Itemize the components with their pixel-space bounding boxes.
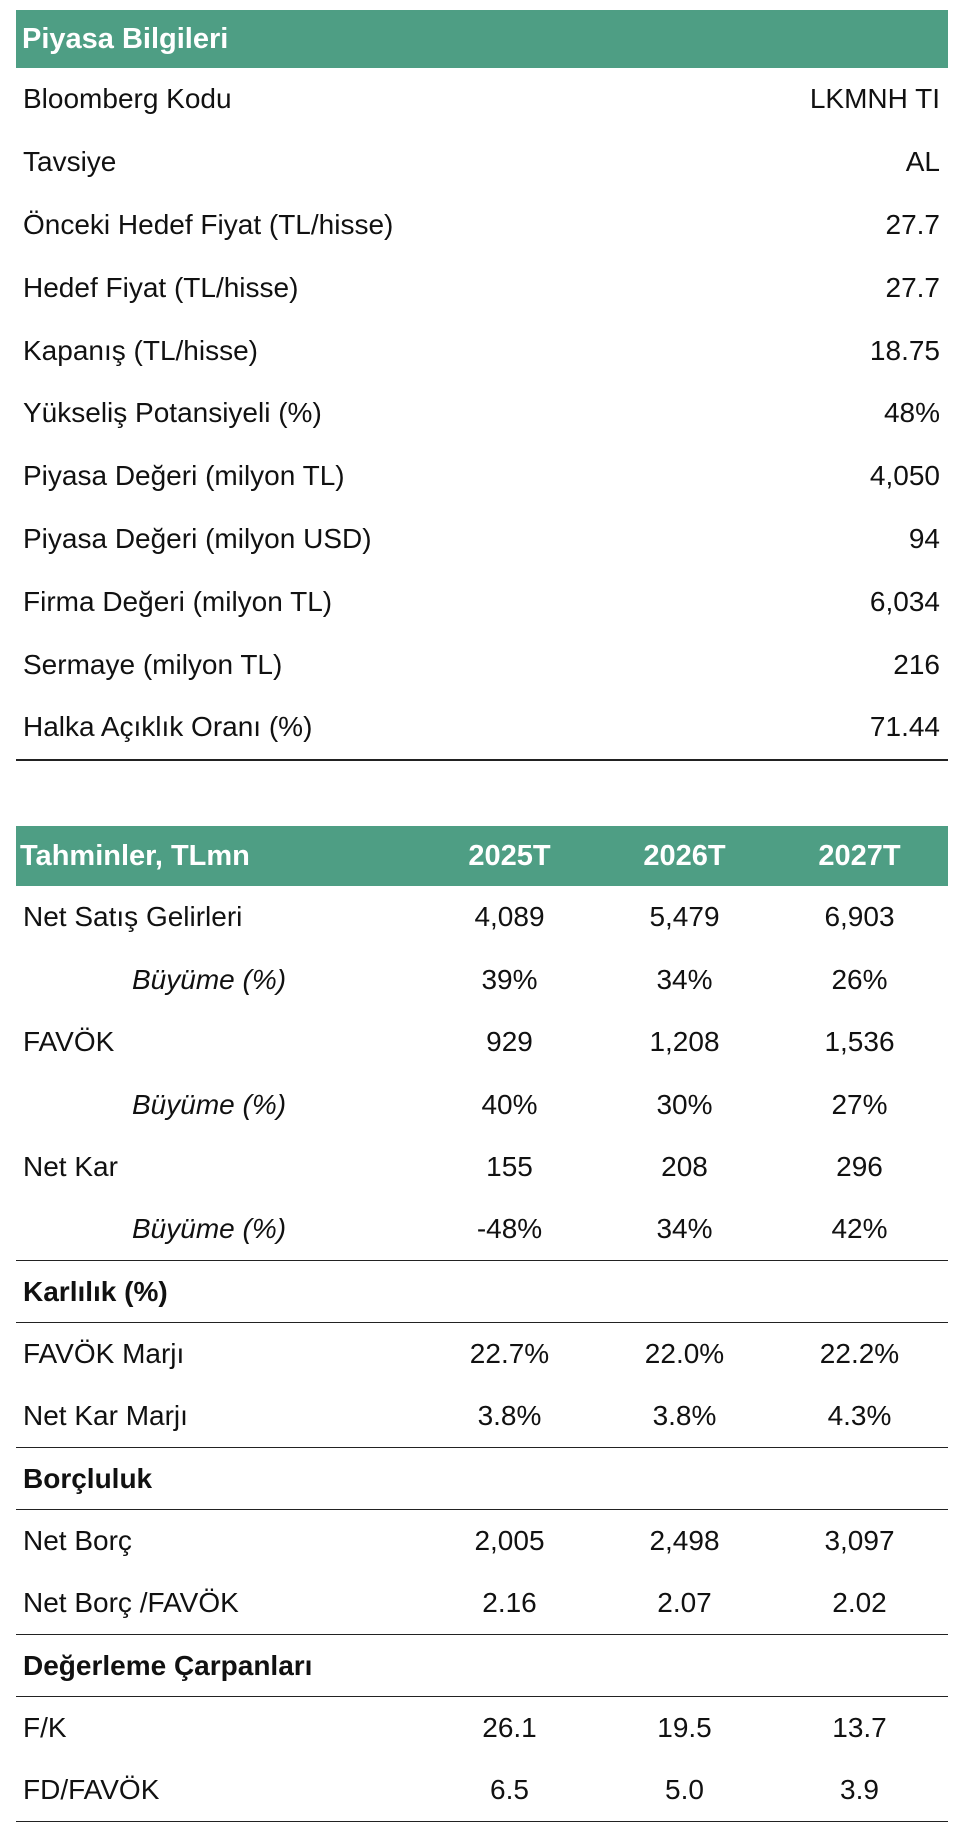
cell-value: 3.8%	[477, 1400, 542, 1432]
market-row	[16, 319, 948, 382]
row-label: Net Kar	[23, 1151, 118, 1183]
market-row-value: 48%	[883, 397, 940, 429]
table-row	[16, 1199, 948, 1262]
table-row	[16, 1386, 948, 1449]
row-label: FAVÖK Marjı	[23, 1338, 185, 1370]
market-row	[16, 131, 948, 194]
table-row	[16, 1011, 948, 1074]
cell-value: 39%	[481, 963, 538, 995]
cell-value: 2.02	[832, 1587, 887, 1619]
cell-value: 155	[486, 1151, 533, 1183]
cell-value: 4.3%	[827, 1400, 892, 1432]
market-row	[16, 508, 948, 571]
cell-value: 26%	[831, 963, 888, 995]
table-row	[16, 886, 948, 949]
market-row-value: AL	[905, 146, 940, 178]
cell-value: 2.07	[657, 1587, 712, 1619]
market-row	[16, 68, 948, 131]
row-label: FAVÖK	[23, 1026, 115, 1058]
section-title-debt: Borçluluk	[16, 1448, 948, 1510]
cell-value: 19.5	[657, 1712, 712, 1744]
market-row	[16, 445, 948, 508]
cell-value: 22.2%	[819, 1338, 900, 1370]
cell-value: 6,903	[824, 901, 895, 933]
forecast-header	[16, 826, 948, 886]
section-title-profitability: Karlılık (%)	[16, 1261, 948, 1323]
table-row	[16, 1074, 948, 1137]
row-label: FD/FAVÖK	[23, 1774, 160, 1806]
table-row	[16, 1136, 948, 1199]
forecast-header-label: Tahminler, TLmn	[20, 839, 250, 872]
row-label: Büyüme (%)	[132, 1213, 287, 1245]
cell-value: 34%	[656, 963, 713, 995]
cell-value: 22.0%	[644, 1338, 725, 1370]
market-row-label: Piyasa Değeri (milyon TL)	[23, 460, 345, 492]
market-info-table	[16, 10, 948, 761]
market-row	[16, 696, 948, 759]
table-row	[16, 1760, 948, 1823]
market-row	[16, 256, 948, 319]
market-row-label: Tavsiye	[23, 146, 117, 178]
cell-value: 22.7%	[469, 1338, 550, 1370]
market-info-header: Piyasa Bilgileri	[16, 10, 948, 68]
market-row-value: LKMNH TI	[809, 83, 940, 115]
cell-value: 5.0	[665, 1774, 704, 1806]
cell-value: -48%	[476, 1213, 543, 1245]
cell-value: 929	[486, 1026, 533, 1058]
cell-value: 1,208	[649, 1026, 720, 1058]
market-row-label: Önceki Hedef Fiyat (TL/hisse)	[23, 208, 394, 240]
cell-value: 13.7	[832, 1712, 887, 1744]
market-row-label: Firma Değeri (milyon TL)	[23, 585, 333, 617]
market-row	[16, 382, 948, 445]
cell-value: 296	[836, 1151, 883, 1183]
table-row	[16, 1697, 948, 1760]
market-row	[16, 570, 948, 633]
market-row	[16, 633, 948, 696]
cell-value: 27%	[831, 1088, 888, 1120]
row-label: F/K	[23, 1712, 67, 1744]
market-row-label: Halka Açıklık Oranı (%)	[23, 711, 313, 743]
market-row	[16, 194, 948, 257]
table-row	[16, 1323, 948, 1386]
cell-value: 30%	[656, 1088, 713, 1120]
cell-value: 3.8%	[652, 1400, 717, 1432]
cell-value: 26.1	[482, 1712, 537, 1744]
table-bottom-rule	[16, 759, 948, 761]
row-label: Net Borç	[23, 1525, 132, 1557]
table-row	[16, 1573, 948, 1636]
cell-value: 208	[661, 1151, 708, 1183]
market-row-value: 27.7	[885, 271, 940, 303]
table-row	[16, 1510, 948, 1573]
cell-value: 3.9	[840, 1774, 879, 1806]
forecast-header-year: 2027T	[818, 839, 901, 872]
row-label: Net Kar Marjı	[23, 1400, 188, 1432]
row-label: Büyüme (%)	[132, 1088, 287, 1120]
market-row-label: Kapanış (TL/hisse)	[23, 334, 258, 366]
market-row-value: 27.7	[885, 208, 940, 240]
market-row-value: 71.44	[869, 711, 940, 743]
market-row-value: 216	[893, 648, 940, 680]
market-row-value: 94	[908, 522, 940, 554]
cell-value: 5,479	[649, 901, 720, 933]
market-row-value: 4,050	[869, 460, 940, 492]
forecast-table	[16, 826, 948, 1822]
cell-value: 2.16	[482, 1587, 537, 1619]
cell-value: 40%	[481, 1088, 538, 1120]
cell-value: 2,005	[474, 1525, 545, 1557]
row-label: Büyüme (%)	[132, 963, 287, 995]
cell-value: 1,536	[824, 1026, 895, 1058]
market-row-label: Yükseliş Potansiyeli (%)	[23, 397, 322, 429]
row-label: Net Borç /FAVÖK	[23, 1587, 239, 1619]
row-label: Net Satış Gelirleri	[23, 901, 243, 933]
market-row-label: Bloomberg Kodu	[23, 83, 232, 115]
section-title-multiples: Değerleme Çarpanları	[16, 1635, 948, 1697]
market-row-value: 6,034	[869, 585, 940, 617]
cell-value: 6.5	[490, 1774, 529, 1806]
market-row-value: 18.75	[869, 334, 940, 366]
cell-value: 2,498	[649, 1525, 720, 1557]
cell-value: 42%	[831, 1213, 888, 1245]
market-row-label: Piyasa Değeri (milyon USD)	[23, 522, 372, 554]
forecast-header-year: 2026T	[643, 839, 726, 872]
market-row-label: Sermaye (milyon TL)	[23, 648, 283, 680]
forecast-header-year: 2025T	[468, 839, 551, 872]
table-row	[16, 949, 948, 1012]
cell-value: 34%	[656, 1213, 713, 1245]
market-row-label: Hedef Fiyat (TL/hisse)	[23, 271, 299, 303]
cell-value: 3,097	[824, 1525, 895, 1557]
cell-value: 4,089	[474, 901, 545, 933]
